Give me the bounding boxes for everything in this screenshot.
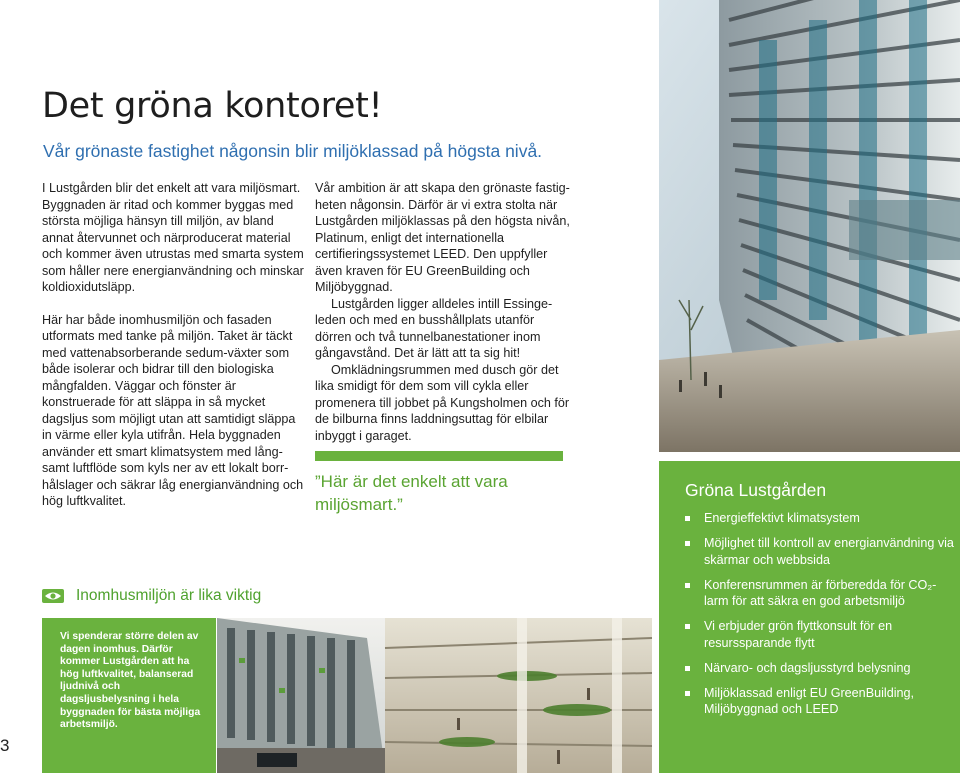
info-box <box>659 461 960 773</box>
callout-text: Vi spenderar större delen av dagen inomhus. Därför kommer Lustgården att ha hög luftkvalitet, balanserad ljudnivå och dagsljusbelysning i hela byggnaden för bästa möjliga arbetsmiljö. <box>60 631 201 731</box>
paragraph: Här har både inomhusmiljön och fasaden utformats med tanke på miljön. Taket är täckt med vattenabsorberande sedum-växter som både isolerar och bidrar till den biologiska mångfalden. Väggar och fönster är konstruerade för att släppa in så mycket dagsljus som möjligt utan att samtidigt släppa in värme eller kyla utifrån. Hela byggnaden använder ett smart klimatsystem med långsamt luftflöde som kyls ner av ett lokalt borrhålslager och säkrar låg energianvändning och hög luftkvalitet. <box>42 312 304 508</box>
bullet-icon <box>685 583 690 588</box>
list-item-text: Vi erbjuder grön flyttkonsult för en resurssparande flytt <box>704 619 893 650</box>
list-item <box>685 577 955 610</box>
list-item-text: Möjlighet till kontroll av energianvändning via skärmar och webbsida <box>704 536 954 567</box>
paragraph: Lustgården ligger alldeles intill Essingeleden och med en busshållplats utanför dörren och två tunnelbanestationer inom gångavstånd. Det är lätt att ta sig hit! <box>315 296 553 360</box>
list-item-text: Konferensrummen är förberedda för CO₂-larm för att säkra en god arbetsmiljö <box>704 577 937 608</box>
list-item <box>685 660 955 677</box>
list-item <box>685 535 955 568</box>
list-item <box>685 685 955 718</box>
text-column-right <box>315 180 570 444</box>
feature-list <box>685 510 955 726</box>
bullet-icon <box>685 516 690 521</box>
list-item-text: Närvaro- och dagsljusstyrd belysning <box>704 660 911 675</box>
info-box-title: Gröna Lustgården <box>685 480 827 500</box>
page-title: Det gröna kontoret! <box>42 86 383 126</box>
list-item <box>685 618 955 651</box>
list-item-text: Energieffektivt klimatsystem <box>704 511 860 525</box>
page-subtitle: Vår grönaste fastighet någonsin blir miljöklassad på högsta nivå. <box>43 141 543 161</box>
bullet-icon <box>685 666 690 671</box>
pull-quote: ”Här är det enkelt att vara miljösmart.” <box>315 472 508 514</box>
building-photos <box>217 618 652 773</box>
paragraph: Omklädningsrummen med dusch gör det lika smidigt för dem som vill cykla eller promenera till jobbet på Kungsholmen och för de bilburna finns laddningsuttag för elbilar inbyggt i garaget. <box>315 362 570 443</box>
quote-divider <box>315 451 563 461</box>
facade-photo <box>659 0 960 452</box>
eye-icon <box>42 589 64 603</box>
page-number: 3 <box>0 736 10 755</box>
inomhus-callout <box>42 618 216 773</box>
bullet-icon <box>685 691 690 696</box>
bullet-icon <box>685 624 690 629</box>
section-title: Inomhusmiljön är lika viktig <box>76 587 262 604</box>
paragraph: Vår ambition är att skapa den grönaste fastigheten någonsin. Därför är vi extra stolta när Lustgården miljöklassas på den högsta nivån, Platinum, enligt det internationella certifieringssystemet LEED. Den uppfyller även kraven för EU GreenBuilding och Miljöbyggnad. <box>315 181 570 294</box>
list-item <box>685 510 955 527</box>
bullet-icon <box>685 541 690 546</box>
paragraph: I Lustgården blir det enkelt att vara miljösmart. Byggnaden är ritad och kommer byggas med största möjliga hänsyn till miljön, av bland annat återvunnet och närproducerat material och kommer även utrustas med smarta system som håller nere energianvändning och minskar koldioxidutsläpp. <box>42 181 304 294</box>
list-item-text: Miljöklassad enligt EU GreenBuilding, Miljöbyggnad och LEED <box>704 685 914 716</box>
text-column-left <box>42 180 304 510</box>
